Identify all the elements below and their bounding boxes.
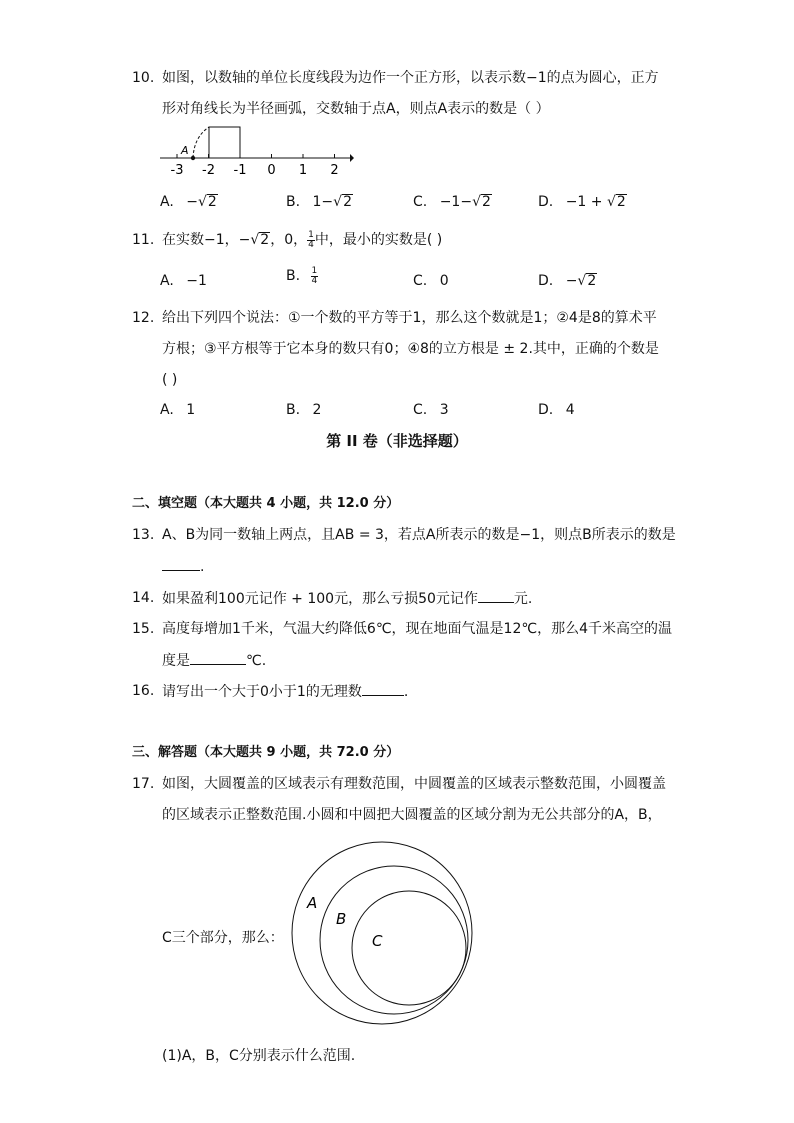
- region-b-label: B: [336, 910, 347, 928]
- point-a-label: A: [181, 144, 189, 157]
- unit-square: [209, 127, 240, 158]
- q14-pre: 如果盈利100元记作 + 100元，那么亏损50元记作: [162, 591, 478, 607]
- option-text: 2: [312, 402, 322, 418]
- q11-option-d[interactable]: D. −√2: [538, 273, 597, 289]
- tick-label: 1: [298, 163, 308, 178]
- q15-line2: [162, 650, 266, 671]
- option-label: A.: [160, 194, 174, 210]
- q16-stem: [162, 681, 408, 702]
- q10-number: 10.: [132, 70, 155, 86]
- small-circle: [352, 891, 466, 1005]
- q10-option-c[interactable]: C. −1−√2: [413, 194, 491, 210]
- option-pre: −: [565, 273, 578, 289]
- section3-heading: 三、解答题（本大题共 9 小题，共 72.0 分）: [132, 745, 400, 760]
- q12-line1: 给出下列四个说法：①一个数的平方等于1，那么这个数就是1；②4是8的算术平: [162, 310, 657, 326]
- tick-label: -3: [170, 163, 184, 178]
- q11-mid: ，0，: [270, 232, 308, 248]
- option-radicand: 2: [481, 194, 491, 210]
- tick-label: 2: [330, 163, 339, 178]
- q10-option-d[interactable]: D. −1 + √2: [538, 194, 626, 210]
- q16-pre: 请写出一个大于0小于1的无理数: [162, 684, 362, 700]
- axis-arrow: [350, 154, 354, 162]
- q12-line2: 方根；③平方根等于它本身的数只有0；④8的立方根是 ± 2.其中，正确的个数是: [162, 341, 659, 357]
- q12-option-a[interactable]: [160, 400, 195, 420]
- option-label: D.: [538, 273, 554, 289]
- section2-heading: 二、填空题（本大题共 4 小题，共 12.0 分）: [132, 496, 400, 511]
- q11-option-b[interactable]: [286, 266, 318, 286]
- option-radicand: 2: [587, 273, 597, 289]
- q13-period: .: [200, 559, 205, 575]
- q17-number: 17.: [132, 776, 155, 792]
- option-label: B.: [286, 268, 301, 284]
- q15-post: ℃.: [246, 653, 267, 669]
- arc: [193, 127, 209, 158]
- q12-option-d[interactable]: [538, 400, 575, 420]
- option-text: 4: [565, 402, 575, 418]
- option-label: C.: [413, 194, 428, 210]
- q10-option-a[interactable]: A. −√2: [160, 194, 217, 210]
- option-text: 0: [439, 273, 449, 289]
- number-line-figure: [156, 122, 356, 178]
- tick-label: -2: [202, 163, 215, 178]
- option-label: B.: [286, 402, 301, 418]
- option-pre: −1 +: [565, 194, 607, 210]
- option-radicand: 2: [343, 194, 352, 210]
- q10-line2: 形对角线长为半径画弧，交数轴于点A，则点A表示的数是（ ）: [162, 101, 550, 117]
- q17-line2: 的区域表示正整数范围.小圆和中圆把大圆覆盖的区域分割为无公共部分的A，B，: [162, 807, 662, 823]
- q14-post: 元.: [513, 591, 533, 607]
- q11-post: 中，最小的实数是( ): [314, 232, 443, 248]
- option-pre: 1−: [312, 194, 334, 210]
- q11-option-a[interactable]: [160, 271, 207, 291]
- option-text: 3: [439, 402, 449, 418]
- option-label: C.: [413, 273, 428, 289]
- option-label: A.: [160, 273, 174, 289]
- q14-number: 14.: [132, 590, 155, 606]
- q11-pre: 在实数−1，−: [162, 232, 251, 248]
- option-label: D.: [538, 402, 554, 418]
- q11-stem: 在实数−1，−√2，0， $\frac{1}{4}$ 中，最小的实数是( ): [162, 229, 443, 250]
- q13-answer-blank[interactable]: [162, 556, 200, 571]
- tick-label: 0: [267, 163, 276, 178]
- q11-option-c[interactable]: [413, 271, 449, 291]
- option-pre: −1−: [439, 194, 473, 210]
- q12-number: 12.: [132, 310, 155, 326]
- q15-number: 15.: [132, 621, 155, 637]
- q17-line1: 如图，大圆覆盖的区域表示有理数范围，中圆覆盖的区域表示整数范围，小圆覆盖: [162, 776, 666, 792]
- tick-label: -1: [233, 163, 247, 178]
- q16-number: 16.: [132, 683, 155, 699]
- option-label: A.: [160, 402, 174, 418]
- q11-radicand: 2: [260, 232, 270, 248]
- option-text: −1: [186, 273, 207, 289]
- q15-answer-blank[interactable]: [190, 650, 246, 665]
- point-a: [191, 156, 195, 160]
- q13-line2: [162, 556, 204, 577]
- q17-sub1: (1)A，B，C分别表示什么范围.: [162, 1048, 356, 1064]
- option-radicand: 2: [207, 194, 217, 210]
- option-label: B.: [286, 194, 301, 210]
- q16-answer-blank[interactable]: [362, 681, 404, 696]
- part2-title: 第 II 卷（非选择题）: [326, 432, 468, 450]
- option-label: D.: [538, 194, 554, 210]
- option-radicand: 2: [616, 194, 626, 210]
- q12-line3: ( ): [162, 372, 178, 388]
- option-fraction: $\frac{1}{4}$: [311, 265, 318, 286]
- q14-stem: [162, 588, 532, 609]
- q10-line1: 如图，以数轴的单位长度线段为边作一个正方形，以表示数−1的点为圆心，正方: [162, 70, 659, 86]
- venn-circles-figure: [284, 836, 484, 1032]
- option-text: 1: [186, 402, 196, 418]
- option-pre: −: [186, 194, 198, 210]
- q10-option-b[interactable]: B. 1−√2: [286, 194, 352, 210]
- q12-option-b[interactable]: [286, 400, 321, 420]
- q16-post: .: [403, 684, 409, 700]
- region-c-label: C: [372, 932, 383, 950]
- q17-line3: C三个部分，那么：: [162, 930, 284, 946]
- q11-number: 11.: [132, 232, 155, 248]
- q15-pre: 度是: [162, 653, 190, 669]
- q14-answer-blank[interactable]: [478, 588, 514, 603]
- q13-number: 13.: [132, 527, 155, 543]
- region-a-label: A: [307, 894, 318, 912]
- q13-line1: A、B为同一数轴上两点，且AB = 3，若点A所表示的数是−1，则点B所表示的数是: [162, 527, 676, 543]
- q15-line1: 高度每增加1千米，气温大约降低6℃，现在地面气温是12℃，那么4千米高空的温: [162, 621, 672, 637]
- q11-fraction: $\frac{1}{4}$: [308, 229, 314, 250]
- option-label: C.: [413, 402, 428, 418]
- q12-option-c[interactable]: [413, 400, 449, 420]
